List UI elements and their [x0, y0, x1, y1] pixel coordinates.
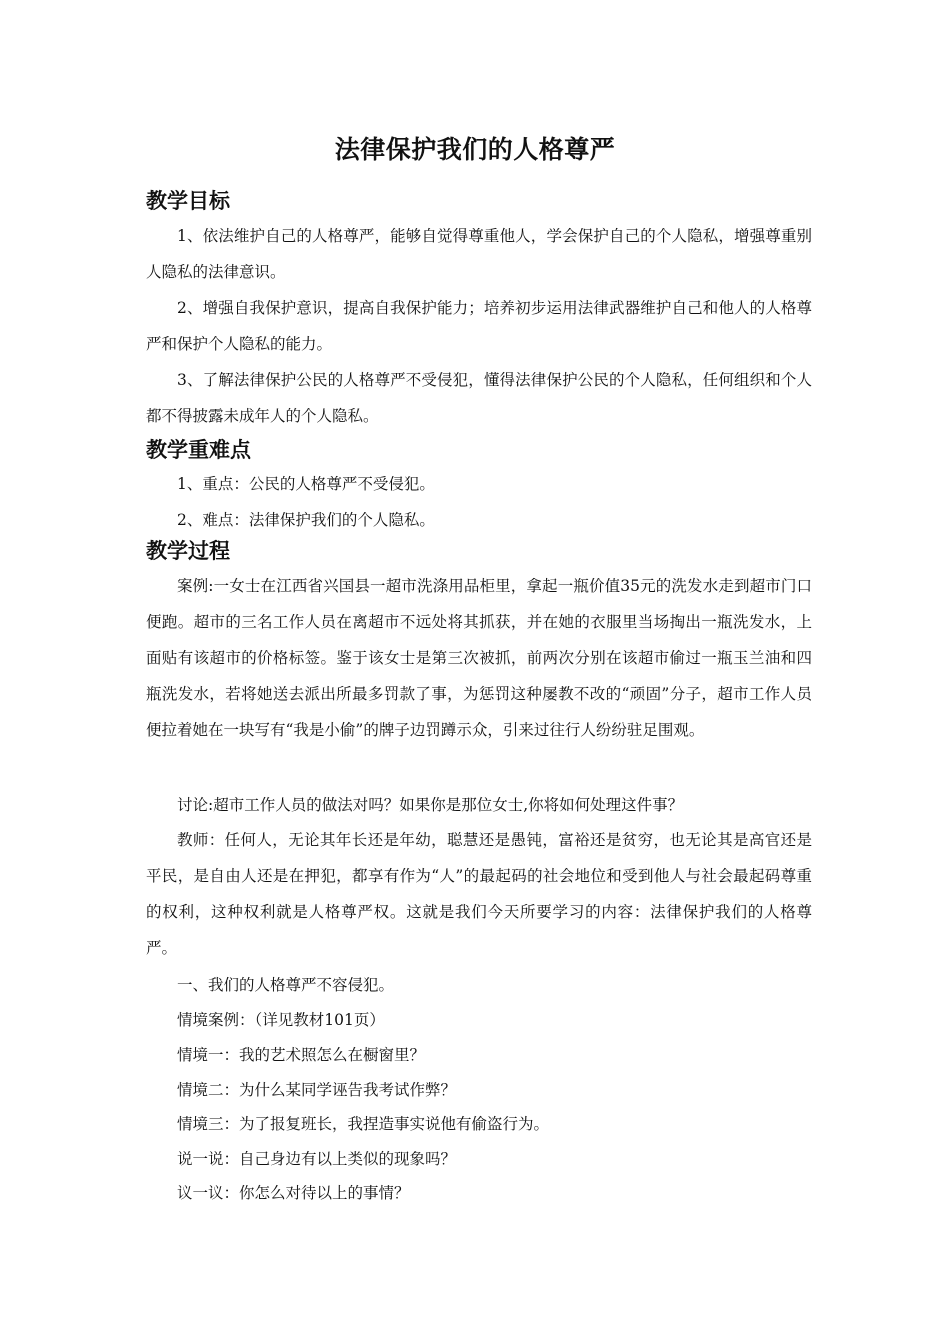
discuss-prompt: 议一议：你怎么对待以上的事情？: [177, 1184, 410, 1202]
situation-2: 情境二：为什么某同学诬告我考试作弊？: [177, 1081, 457, 1099]
situation-3: 情境三：为了报复班长，我捏造事实说他有偷盗行为。: [177, 1115, 550, 1133]
objective-paragraph-2: 2、增强自我保护意识，提高自我保护能力；培养初步运用法律武器维护自己和他人的人格尊严和保护个人隐私的能力。: [146, 299, 812, 353]
case-paragraph: 案例:一女士在江西省兴国县一超市洗涤用品柜里，拿起一瓶价值35元的洗发水走到超市门口便跑。超市的三名工作人员在离超市不远处将其抓获，并在她的衣服里当场掏出一瓶洗发水，上面贴有该超市的价格标签。鉴于该女士是第三次被抓，前两次分别在该超市偷过一瓶玉兰油和四瓶洗发水，若将她送去派出所最多罚款了事，为惩罚这种屡教不改的“顽固”分子，超市工作人员便拉着她在一块写有“我是小偷”的牌子边罚蹲示众，引来过往行人纷纷驻足围观。: [146, 577, 812, 739]
key-point-2: 2、难点：法律保护我们的个人隐私。: [177, 511, 435, 529]
teacher-paragraph: 教师：任何人，无论其年长还是年幼，聪慧还是愚钝，富裕还是贫穷，也无论其是高官还是平民，是自由人还是在押犯，都享有作为“人”的最起码的社会地位和受到他人与社会最起码尊重的权利，这种权利就是人格尊严权。这就是我们今天所要学习的内容：法律保护我们的人格尊严。: [146, 831, 812, 957]
section-heading-process: 教学过程: [146, 539, 230, 563]
document-title: 法律保护我们的人格尊严: [334, 135, 616, 164]
section-heading-key-points: 教学重难点: [146, 438, 251, 462]
case-reference: 情境案例：（详见教材101页）: [177, 1011, 385, 1029]
part-one-heading: 一、我们的人格尊严不容侵犯。: [177, 976, 395, 994]
situation-1: 情境一：我的艺术照怎么在橱窗里？: [177, 1046, 426, 1064]
key-point-1: 1、重点：公民的人格尊严不受侵犯。: [177, 475, 435, 493]
discussion-paragraph: 讨论:超市工作人员的做法对吗？如果你是那位女士,你将如何处理这件事？: [177, 796, 684, 814]
talk-prompt: 说一说：自己身边有以上类似的现象吗？: [177, 1150, 457, 1168]
objective-paragraph-1: 1、依法维护自己的人格尊严，能够自觉得尊重他人，学会保护自己的个人隐私，增强尊重别人隐私的法律意识。: [146, 227, 812, 281]
section-heading-objectives: 教学目标: [146, 189, 230, 213]
objective-paragraph-3: 3、了解法律保护公民的人格尊严不受侵犯，懂得法律保护公民的个人隐私，任何组织和个人都不得披露未成年人的个人隐私。: [146, 371, 812, 425]
